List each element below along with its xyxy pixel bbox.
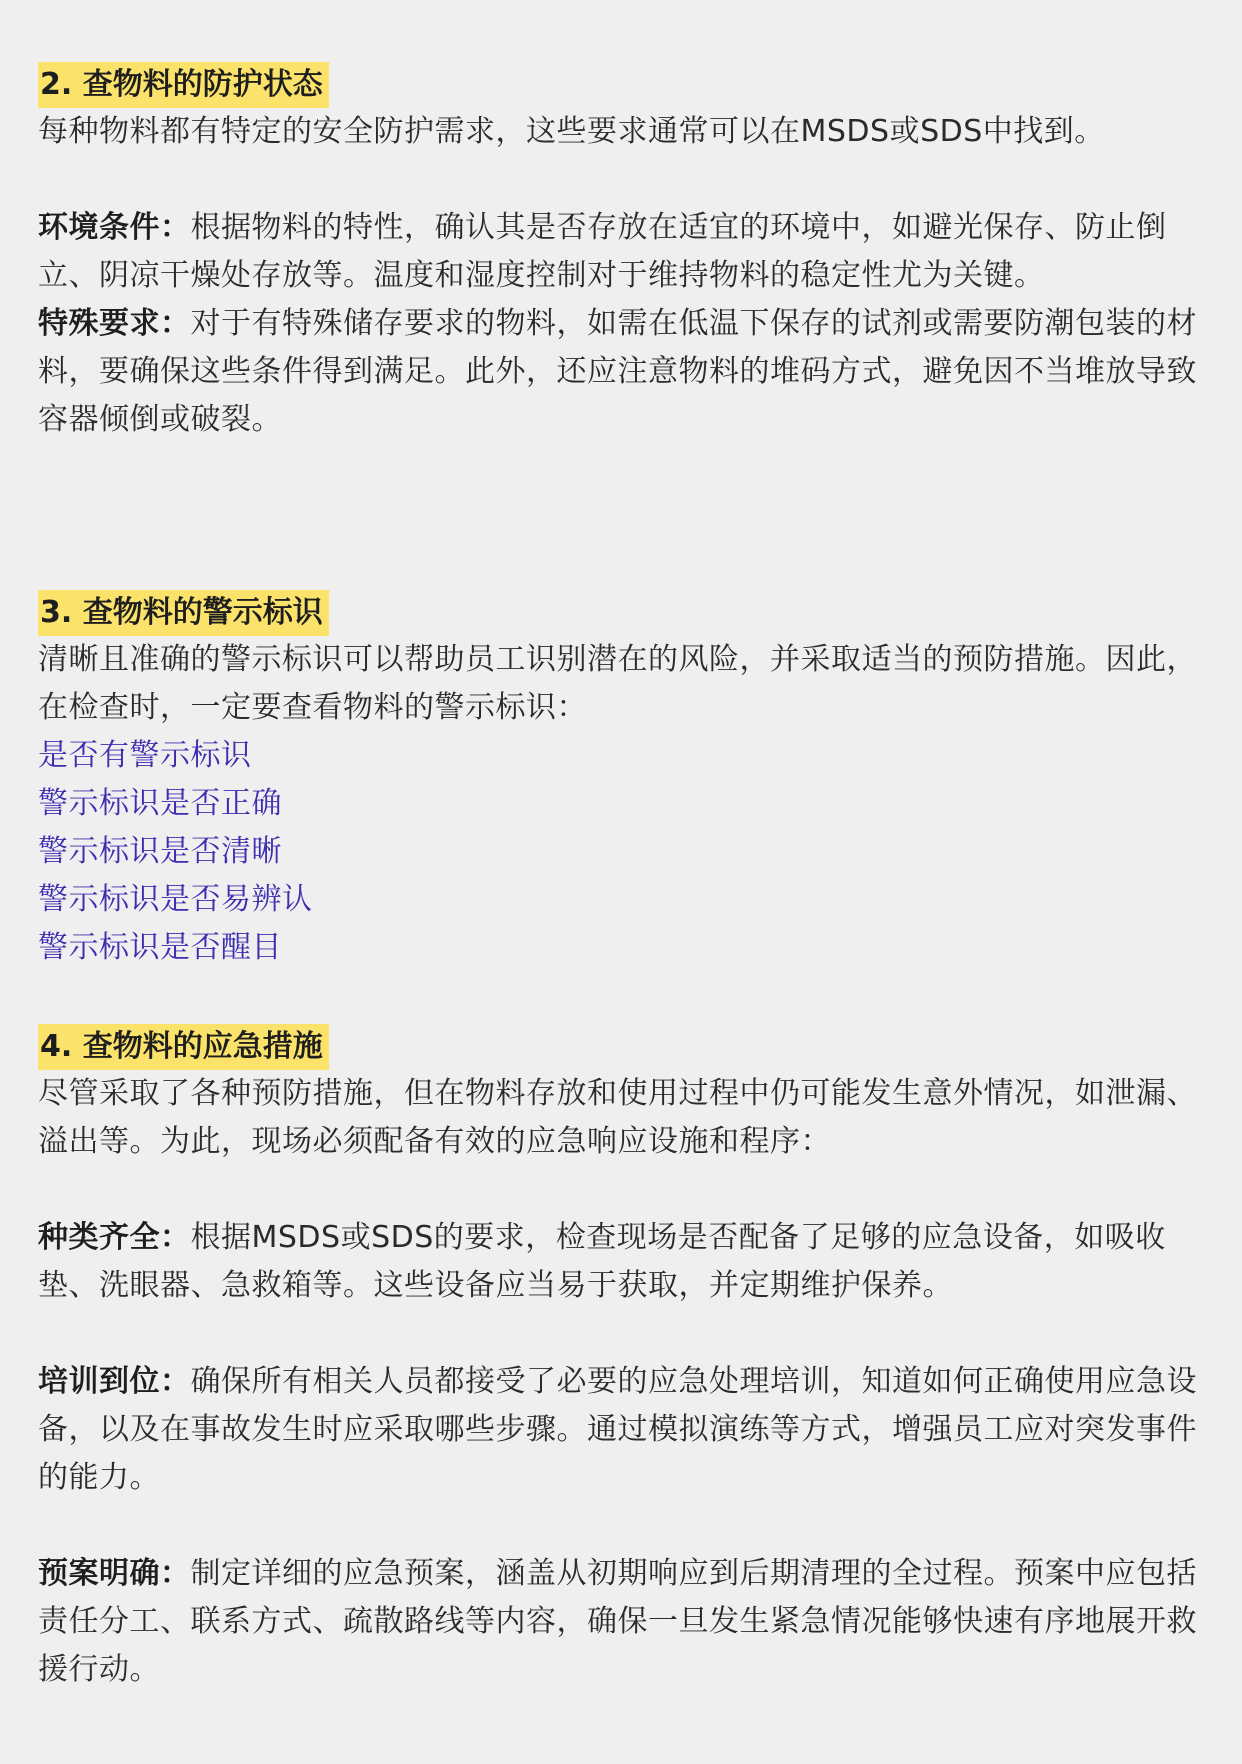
section-intro: 每种物料都有特定的安全防护需求，这些要求通常可以在MSDS或SDS中找到。: [38, 114, 1105, 149]
item-text: 对于有特殊储存要求的物料，如需在低温下保存的试剂或需要防潮包装的材料，要确保这些条件得到满足。此外，还应注意物料的堆码方式，避免因不当堆放导致容器倾倒或破裂。: [38, 306, 1197, 437]
section-emergency-measures: [38, 1024, 1208, 1694]
item-text: 根据物料的特性，确认其是否存放在适宜的环境中，如避光保存、防止倒立、阴凉干燥处存放等。温度和湿度控制对于维持物料的稳定性尤为关键。: [38, 210, 1167, 293]
item-text: 根据MSDS或SDS的要求，检查现场是否配备了足够的应急设备，如吸收垫、洗眼器、急救箱等。这些设备应当易于获取，并定期维护保养。: [38, 1220, 1166, 1303]
item-complete-types: [38, 1214, 1208, 1310]
check-item: 警示标识是否正确: [38, 786, 282, 821]
item-text: 确保所有相关人员都接受了必要的应急处理培训，知道如何正确使用应急设备，以及在事故发生时应采取哪些步骤。通过模拟演练等方式，增强员工应对突发事件的能力。: [38, 1364, 1197, 1495]
section-protection-status: [38, 62, 1208, 444]
item-environment: [38, 204, 1208, 300]
section-warning-labels: [38, 590, 1208, 972]
item-label: 种类齐全：: [38, 1220, 191, 1255]
item-training: [38, 1358, 1208, 1502]
check-item: 警示标识是否易辨认: [38, 882, 313, 917]
section-heading: 2. 查物料的防护状态: [38, 62, 329, 108]
section-intro: 清晰且准确的警示标识可以帮助员工识别潜在的风险，并采取适当的预防措施。因此，在检查时，一定要查看物料的警示标识：: [38, 642, 1197, 725]
item-label: 预案明确：: [38, 1556, 191, 1591]
check-item: 警示标识是否醒目: [38, 930, 282, 965]
check-item: 警示标识是否清晰: [38, 834, 282, 869]
section-heading: 3. 查物料的警示标识: [38, 590, 329, 636]
item-label: 特殊要求：: [38, 306, 191, 341]
item-label: 环境条件：: [38, 210, 191, 245]
item-label: 培训到位：: [38, 1364, 191, 1399]
check-item: 是否有警示标识: [38, 738, 252, 773]
item-special-requirements: [38, 300, 1208, 444]
item-emergency-plan: [38, 1550, 1208, 1694]
section-intro: 尽管采取了各种预防措施，但在物料存放和使用过程中仍可能发生意外情况，如泄漏、溢出等。为此，现场必须配备有效的应急响应设施和程序：: [38, 1076, 1197, 1159]
item-text: 制定详细的应急预案，涵盖从初期响应到后期清理的全过程。预案中应包括责任分工、联系方式、疏散路线等内容，确保一旦发生紧急情况能够快速有序地展开救援行动。: [38, 1556, 1197, 1687]
section-heading: 4. 查物料的应急措施: [38, 1024, 329, 1070]
